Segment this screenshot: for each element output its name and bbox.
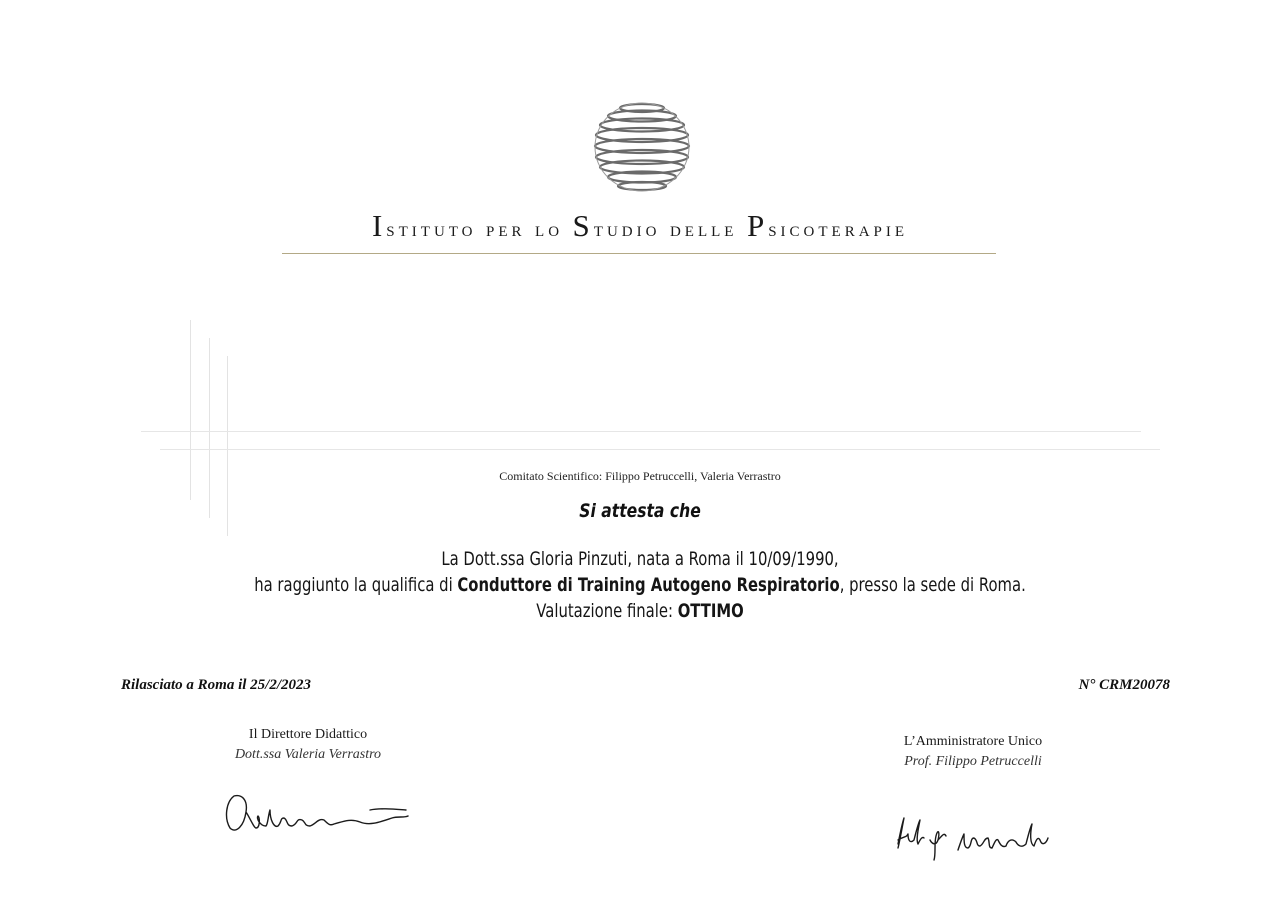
scientific-committee: Comitato Scientifico: Filippo Petruccelli, Valeria Verrastro	[499, 469, 781, 483]
title-divider	[282, 253, 996, 254]
signatory-name: Dott.ssa Valeria Verrastro	[234, 747, 382, 762]
title-word	[486, 216, 526, 241]
certificate-number: N° CRM20078	[1078, 677, 1170, 693]
title-rest: lo	[535, 216, 564, 241]
title-rest: per	[486, 216, 526, 241]
title-word	[572, 208, 661, 243]
final-grade: OTTIMO	[677, 600, 744, 622]
title-initial: I	[371, 208, 387, 243]
issue-place-date: Rilasciato a Roma il 25/2/2023	[121, 677, 312, 693]
title-rest: stituto	[386, 216, 477, 241]
qualification-title: Conduttore di Training Autogeno Respiratorio	[457, 574, 840, 596]
title-rest: tudio	[593, 216, 661, 241]
signatory-name: Prof. Filippo Petruccelli	[904, 754, 1042, 769]
title-initial: S	[572, 208, 594, 243]
decorative-line	[160, 449, 1160, 450]
decorative-line	[209, 338, 210, 518]
title-word	[535, 216, 563, 241]
title-initial: P	[746, 208, 769, 243]
institute-title	[0, 208, 1280, 244]
wireframe-globe-icon	[588, 100, 696, 200]
signatory-role: Il Direttore Didattico	[248, 727, 368, 742]
left-handwritten-signature	[220, 788, 415, 838]
decorative-line	[141, 431, 1141, 432]
certificate-body	[141, 546, 1139, 624]
certificate-heading: Si attesta che	[579, 500, 701, 522]
right-signatory	[873, 732, 1073, 772]
title-word	[670, 216, 737, 241]
left-signatory	[208, 725, 408, 765]
certificate-line-3	[141, 598, 1139, 624]
grade-prefix: Valutazione finale:	[536, 600, 678, 622]
certificate-line-2	[141, 572, 1139, 598]
title-rest: delle	[669, 216, 738, 241]
certificate-line-1: La Dott.ssa Gloria Pinzuti, nata a Roma il 10/09/1990,	[441, 548, 839, 570]
qualification-suffix: , presso la sede di Roma.	[839, 574, 1026, 596]
institute-logo	[588, 100, 696, 200]
qualification-prefix: ha raggiunto la qualifica di	[254, 574, 458, 596]
signatory-role: L’Amministratore Unico	[903, 734, 1043, 749]
title-word	[371, 208, 477, 243]
title-word	[746, 208, 909, 243]
right-handwritten-signature	[890, 810, 1055, 862]
title-rest: sicoterapie	[768, 216, 909, 241]
